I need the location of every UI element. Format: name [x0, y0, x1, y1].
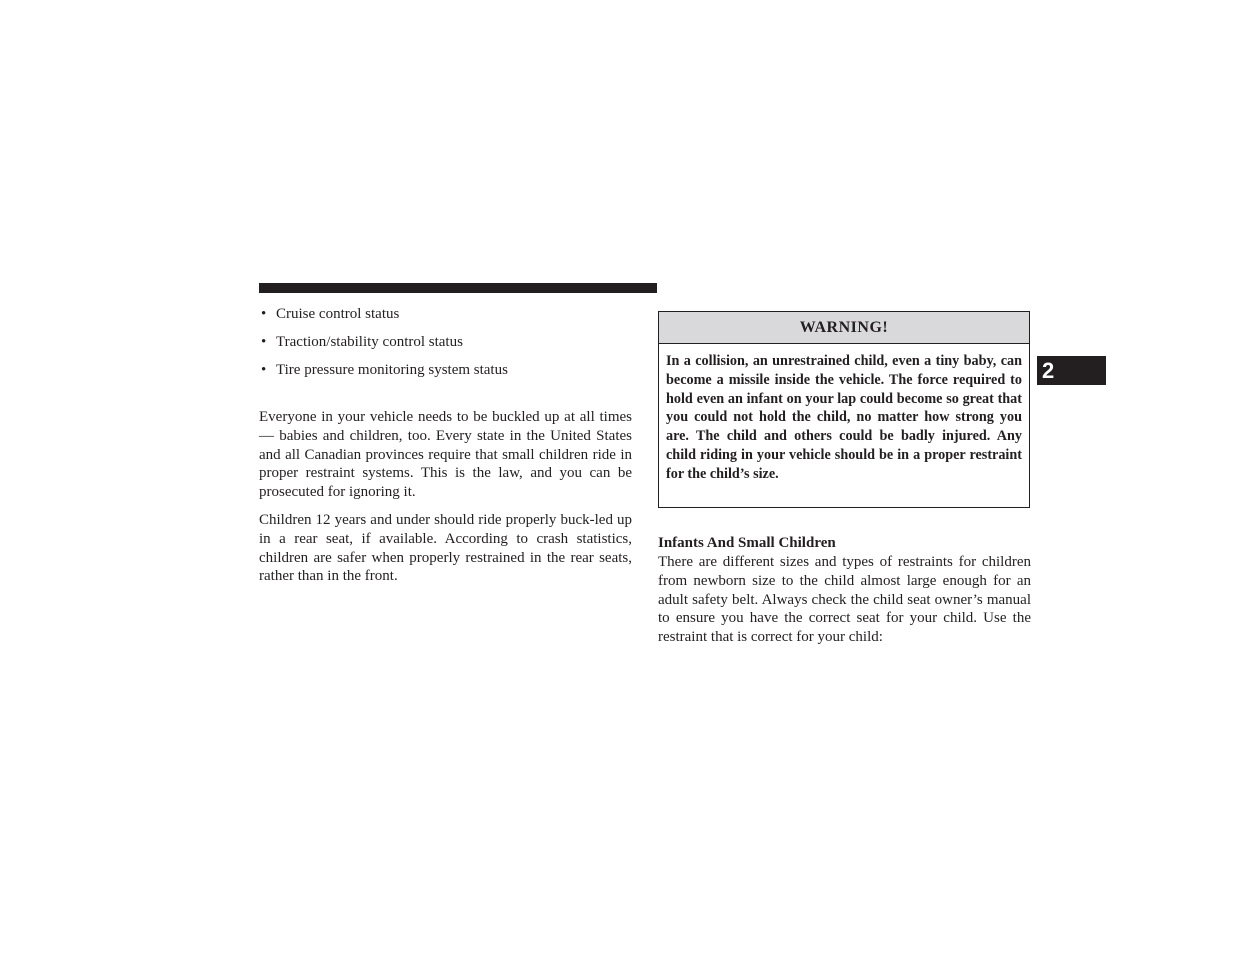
bullet-icon: • — [261, 362, 267, 378]
right-column — [658, 534, 1031, 647]
bullet-text: Traction/stability control status — [276, 334, 463, 350]
bullet-icon: • — [261, 306, 267, 322]
section-paragraph: There are different sizes and types of restraints for children from newborn size to the child almost large enough for an adult safety belt. Always check the child seat owner’s manual to ensure you have the correct seat for your child. Use the restraint that is correct for your child: — [658, 554, 1031, 646]
section-top-rule — [259, 283, 657, 293]
list-item — [259, 333, 632, 352]
section-heading: Infants And Small Children — [658, 535, 836, 551]
left-column — [259, 305, 632, 586]
warning-text: In a collision, an unrestrained child, even a tiny baby, can become a missile inside the vehicle. The force required to hold even an infant on your lap could become so great that you could not hold the child, no matter how strong you are. The child and others could be badly injured. Any child riding in your vehicle should be in a proper restraint for the child’s size. — [666, 353, 1022, 482]
buckle-up-paragraph: Everyone in your vehicle needs to be buckled up at all times — babies and children, too. Every state in the United States and all Canadian provinces require that small children ride in proper restraint systems. This is the law, and you can be prosecuted for ignoring it. — [259, 409, 632, 501]
warning-title: WARNING! — [659, 312, 1029, 344]
status-bullet-list — [259, 305, 632, 380]
bullet-icon: • — [261, 334, 267, 350]
list-item — [259, 305, 632, 324]
bullet-text: Cruise control status — [276, 306, 400, 322]
rear-seat-paragraph: Children 12 years and under should ride properly buck-led up in a rear seat, if available. According to crash statistics, children are safer when properly restrained in the rear seats, rather than in the front. — [259, 511, 632, 585]
list-item — [259, 361, 632, 380]
warning-box — [658, 311, 1030, 508]
bullet-text: Tire pressure monitoring system status — [276, 362, 508, 378]
chapter-tab: 2 — [1037, 356, 1106, 385]
